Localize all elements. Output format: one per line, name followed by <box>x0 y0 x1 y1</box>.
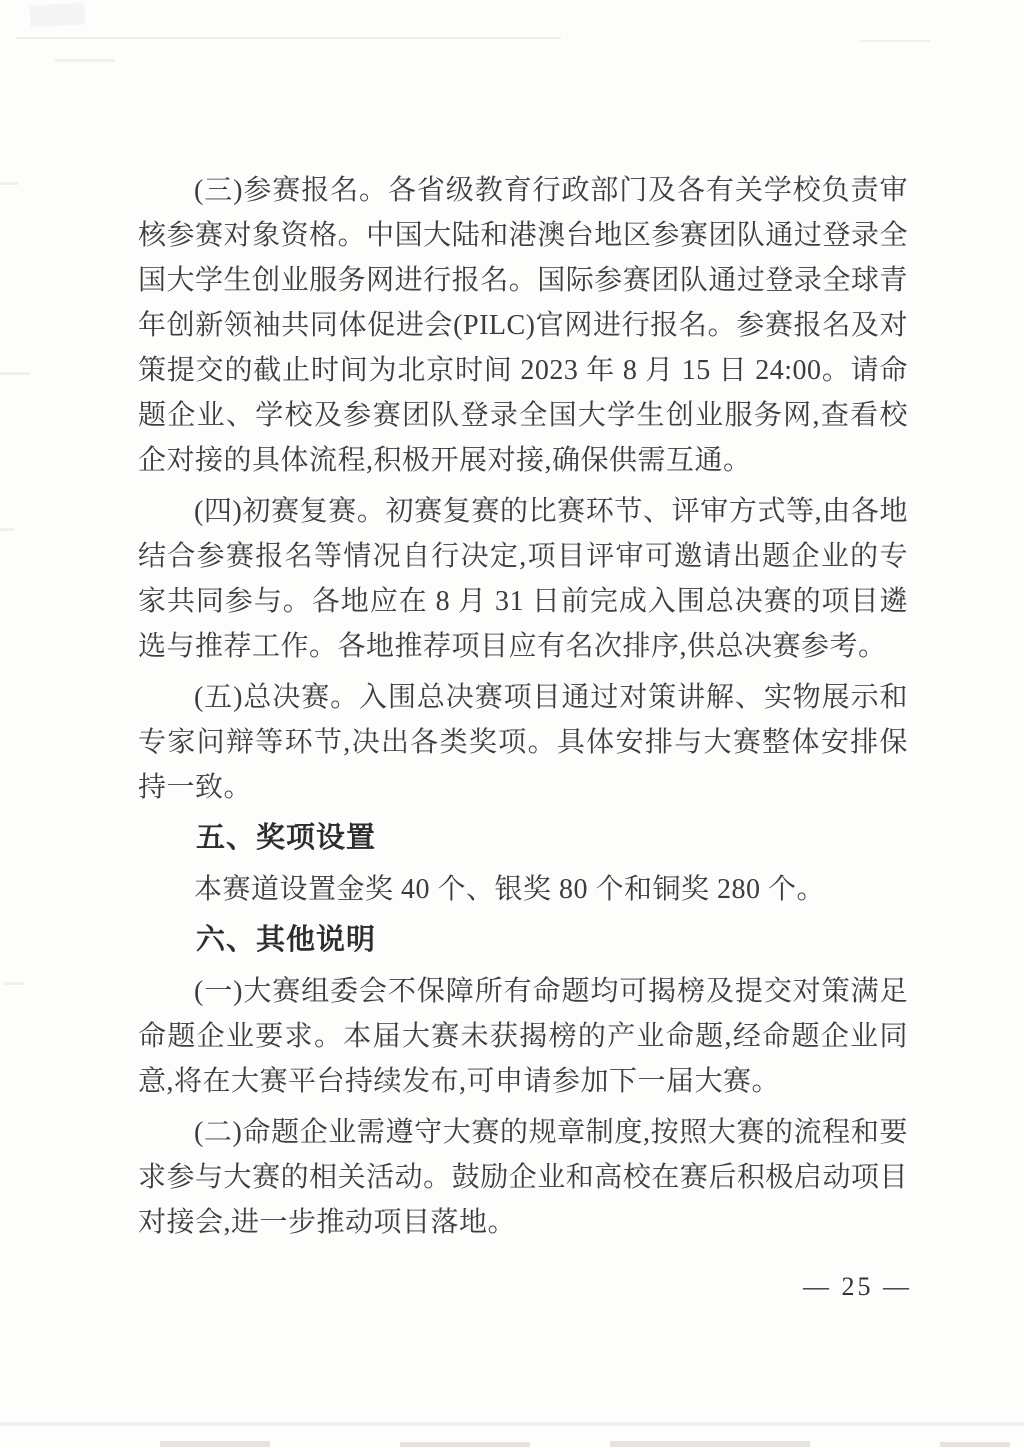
page-number: — 25 — <box>803 1272 912 1301</box>
section-heading-awards: 五、奖项设置 <box>196 822 377 854</box>
scan-artifact <box>4 982 24 985</box>
paragraph-note-one: (一)大赛组委会不保障所有命题均可揭榜及提交对策满足命题企业要求。本届大赛未获揭榜的产业命题,经命题企业同意,将在大赛平台持续发布,可申请参加下一届大赛。 <box>138 976 908 1097</box>
scan-artifact <box>0 372 30 375</box>
scan-artifact <box>610 1441 810 1447</box>
section-heading-other-notes: 六、其他说明 <box>196 924 377 956</box>
scan-artifact <box>16 37 561 39</box>
paragraph-registration: (三)参赛报名。各省级教育行政部门及各有关学校负责审核参赛对象资格。中国大陆和港澳台地区参赛团队通过登录全国大学生创业服务网进行报名。国际参赛团队通过登录全球青年创新领袖共同体促进会(PILC)官网进行报名。参赛报名及对策提交的截止时间为北京时间 2023 年 8 月 15 日 24:00。请命题企业、学校及参赛团队登录全国大学生创业服务网,查看校企对接的具体流程,积极开展对接,确保供需互通。 <box>138 175 908 476</box>
paragraph-note-two: (二)命题企业需遵守大赛的规章制度,按照大赛的流程和要求参与大赛的相关活动。鼓励企业和高校在赛后积极启动项目对接会,进一步推动项目落地。 <box>138 1117 908 1238</box>
paragraph-finals: (五)总决赛。入围总决赛项目通过对策讲解、实物展示和专家问辩等环节,决出各类奖项。具体安排与大赛整体安排保持一致。 <box>138 682 908 803</box>
scan-artifact <box>0 528 14 531</box>
scan-artifact <box>860 40 930 42</box>
paragraph-award-counts: 本赛道设置金奖 40 个、银奖 80 个和铜奖 280 个。 <box>194 874 826 905</box>
paragraph-preliminary-rounds: (四)初赛复赛。初赛复赛的比赛环节、评审方式等,由各地结合参赛报名等情况自行决定,项目评审可邀请出题企业的专家共同参与。各地应在 8 月 31 日前完成入围总决赛的项目遴选与推荐工作。各地推荐项目应有名次排序,供总决赛参考。 <box>138 496 908 662</box>
scan-artifact <box>29 3 85 28</box>
document-body <box>138 168 908 1251</box>
scan-artifact <box>940 1442 1010 1447</box>
scan-artifact <box>400 1442 530 1447</box>
scan-artifact <box>55 59 115 62</box>
scan-artifact <box>0 1422 1024 1426</box>
scan-artifact <box>160 1441 270 1447</box>
scan-artifact <box>0 182 18 185</box>
